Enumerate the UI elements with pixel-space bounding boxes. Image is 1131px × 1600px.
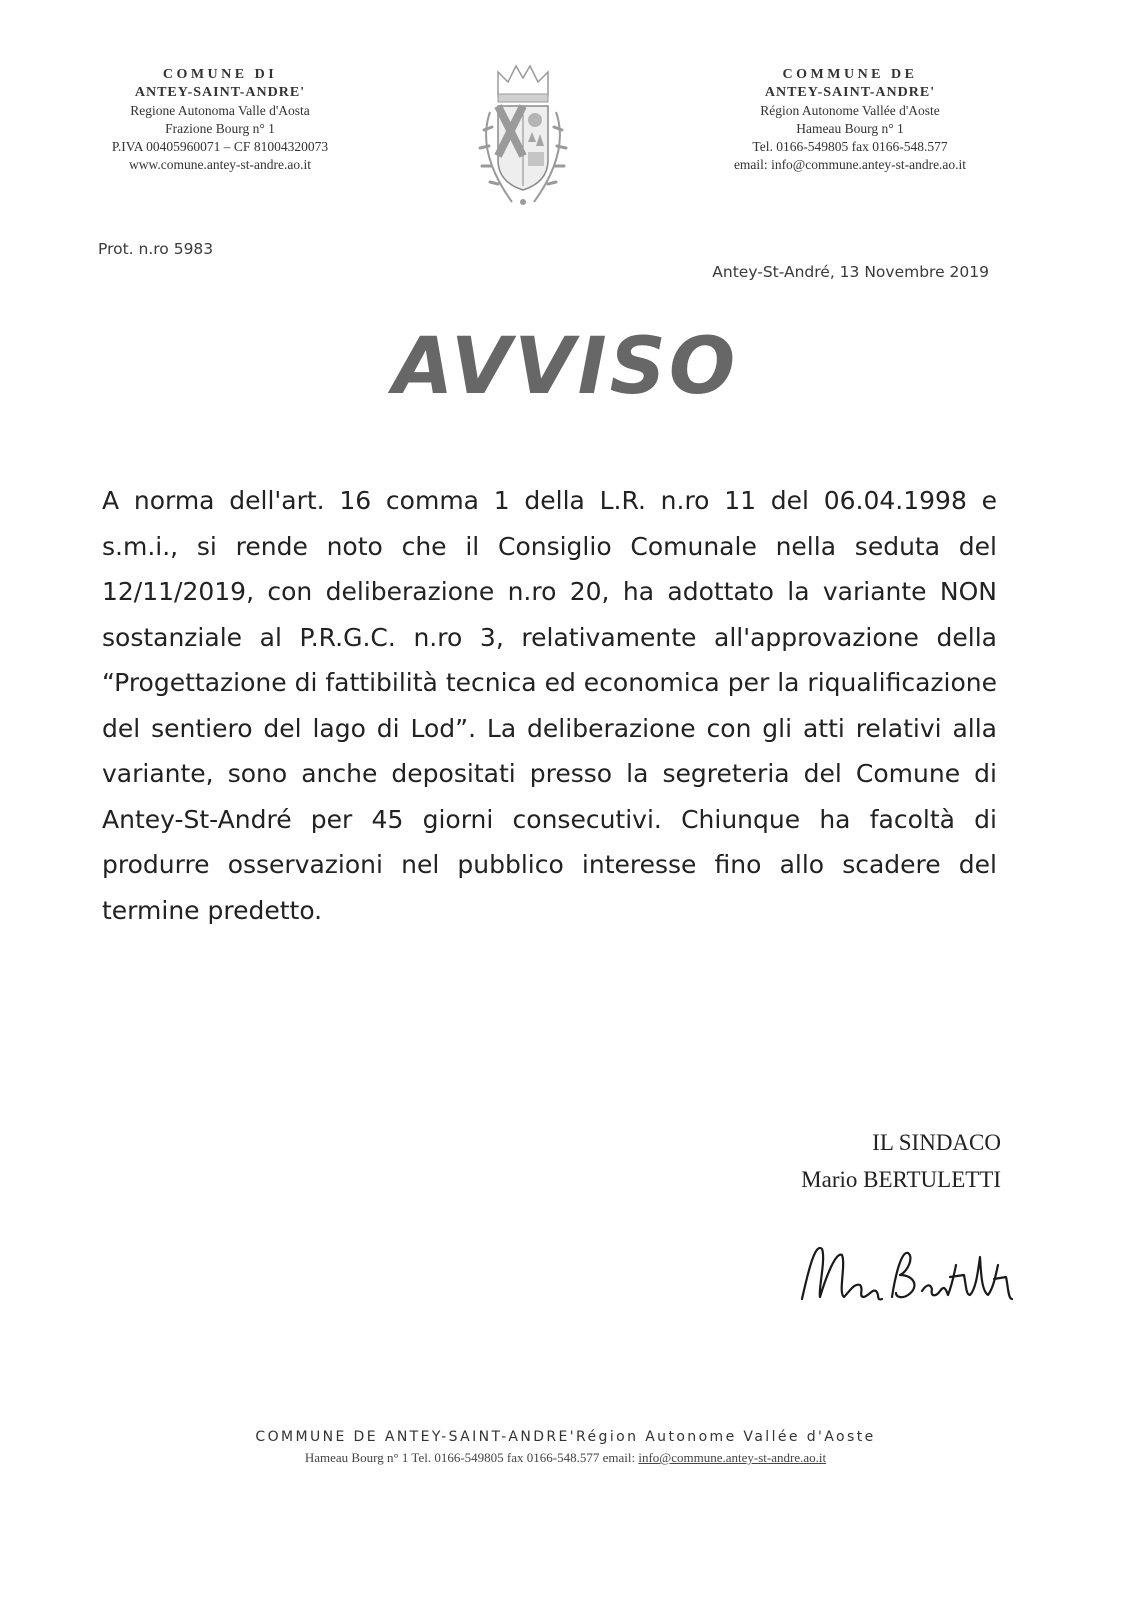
header-left <box>70 66 370 174</box>
date-line: Antey-St-André, 13 Novembre 2019 <box>712 263 989 281</box>
email-label: email: <box>733 157 772 172</box>
footer-line1 <box>0 1429 1131 1445</box>
header-left-line1: COMUNE DI <box>162 67 278 82</box>
handwritten-signature <box>780 1215 1020 1325</box>
header-right-line6 <box>700 156 1000 174</box>
header-left-line2: ANTEY-SAINT-ANDRE' <box>134 85 306 100</box>
email-link[interactable]: info@commune.antey-st-andre.ao.it <box>771 157 967 172</box>
header-right-line2: ANTEY-SAINT-ANDRE' <box>764 85 936 100</box>
page-title: AVVISO <box>392 322 739 412</box>
notice-body: A norma dell'art. 16 comma 1 della L.R. n.ro 11 del 06.04.1998 e s.m.i., si rende noto che il Consiglio Comunale nella seduta del 12/11/2019, con deliberazione n.ro 20, ha adottato la variante NON sostanziale al P.R.G.C. n.ro 3, relativamente all'approvazione della “Progettazione di fattibilità tecnica ed economica per la riqualificazione del sentiero del lago di Lod”. La deliberazione con gli atti relativi alla variante, sono anche depositati presso la segreteria del Comune di Antey-St-André per 45 giorni consecutivi. Chiunque ha facoltà di produrre osservazioni nel pubblico interesse fino allo scadere del termine predetto. <box>102 486 997 925</box>
header-left-line4: Frazione Bourg n° 1 <box>165 121 275 136</box>
signatory-title: IL SINDACO <box>872 1130 1001 1155</box>
header-right-line4: Hameau Bourg n° 1 <box>796 121 904 136</box>
header-right-line1: COMMUNE DE <box>782 67 918 82</box>
footer-line2 <box>0 1450 1131 1466</box>
footer-contacts: Hameau Bourg n° 1 Tel. 0166-549805 fax 0166-548.577 email: <box>304 1450 639 1465</box>
header-left-line3: Regione Autonoma Valle d'Aosta <box>130 103 310 118</box>
signatory-name: Mario BERTULETTI <box>801 1167 1001 1192</box>
footer-region: Région Autonome Vallée d'Aoste <box>576 1429 876 1445</box>
header-left-line5: P.IVA 00405960071 – CF 81004320073 <box>111 139 329 154</box>
footer-email-link[interactable]: info@commune.antey-st-andre.ao.it <box>638 1450 827 1465</box>
header-right-line3: Région Autonome Vallée d'Aoste <box>760 103 940 118</box>
header-right-line5: Tel. 0166-549805 fax 0166-548.577 <box>752 139 948 154</box>
header-right <box>700 66 1000 174</box>
header-left-line6: www.comune.antey-st-andre.ao.it <box>128 157 312 172</box>
coat-of-arms-icon <box>468 56 578 214</box>
footer-commune: COMMUNE DE ANTEY-SAINT-ANDRE' <box>255 1429 577 1445</box>
protocol-number: Prot. n.ro 5983 <box>98 240 214 258</box>
